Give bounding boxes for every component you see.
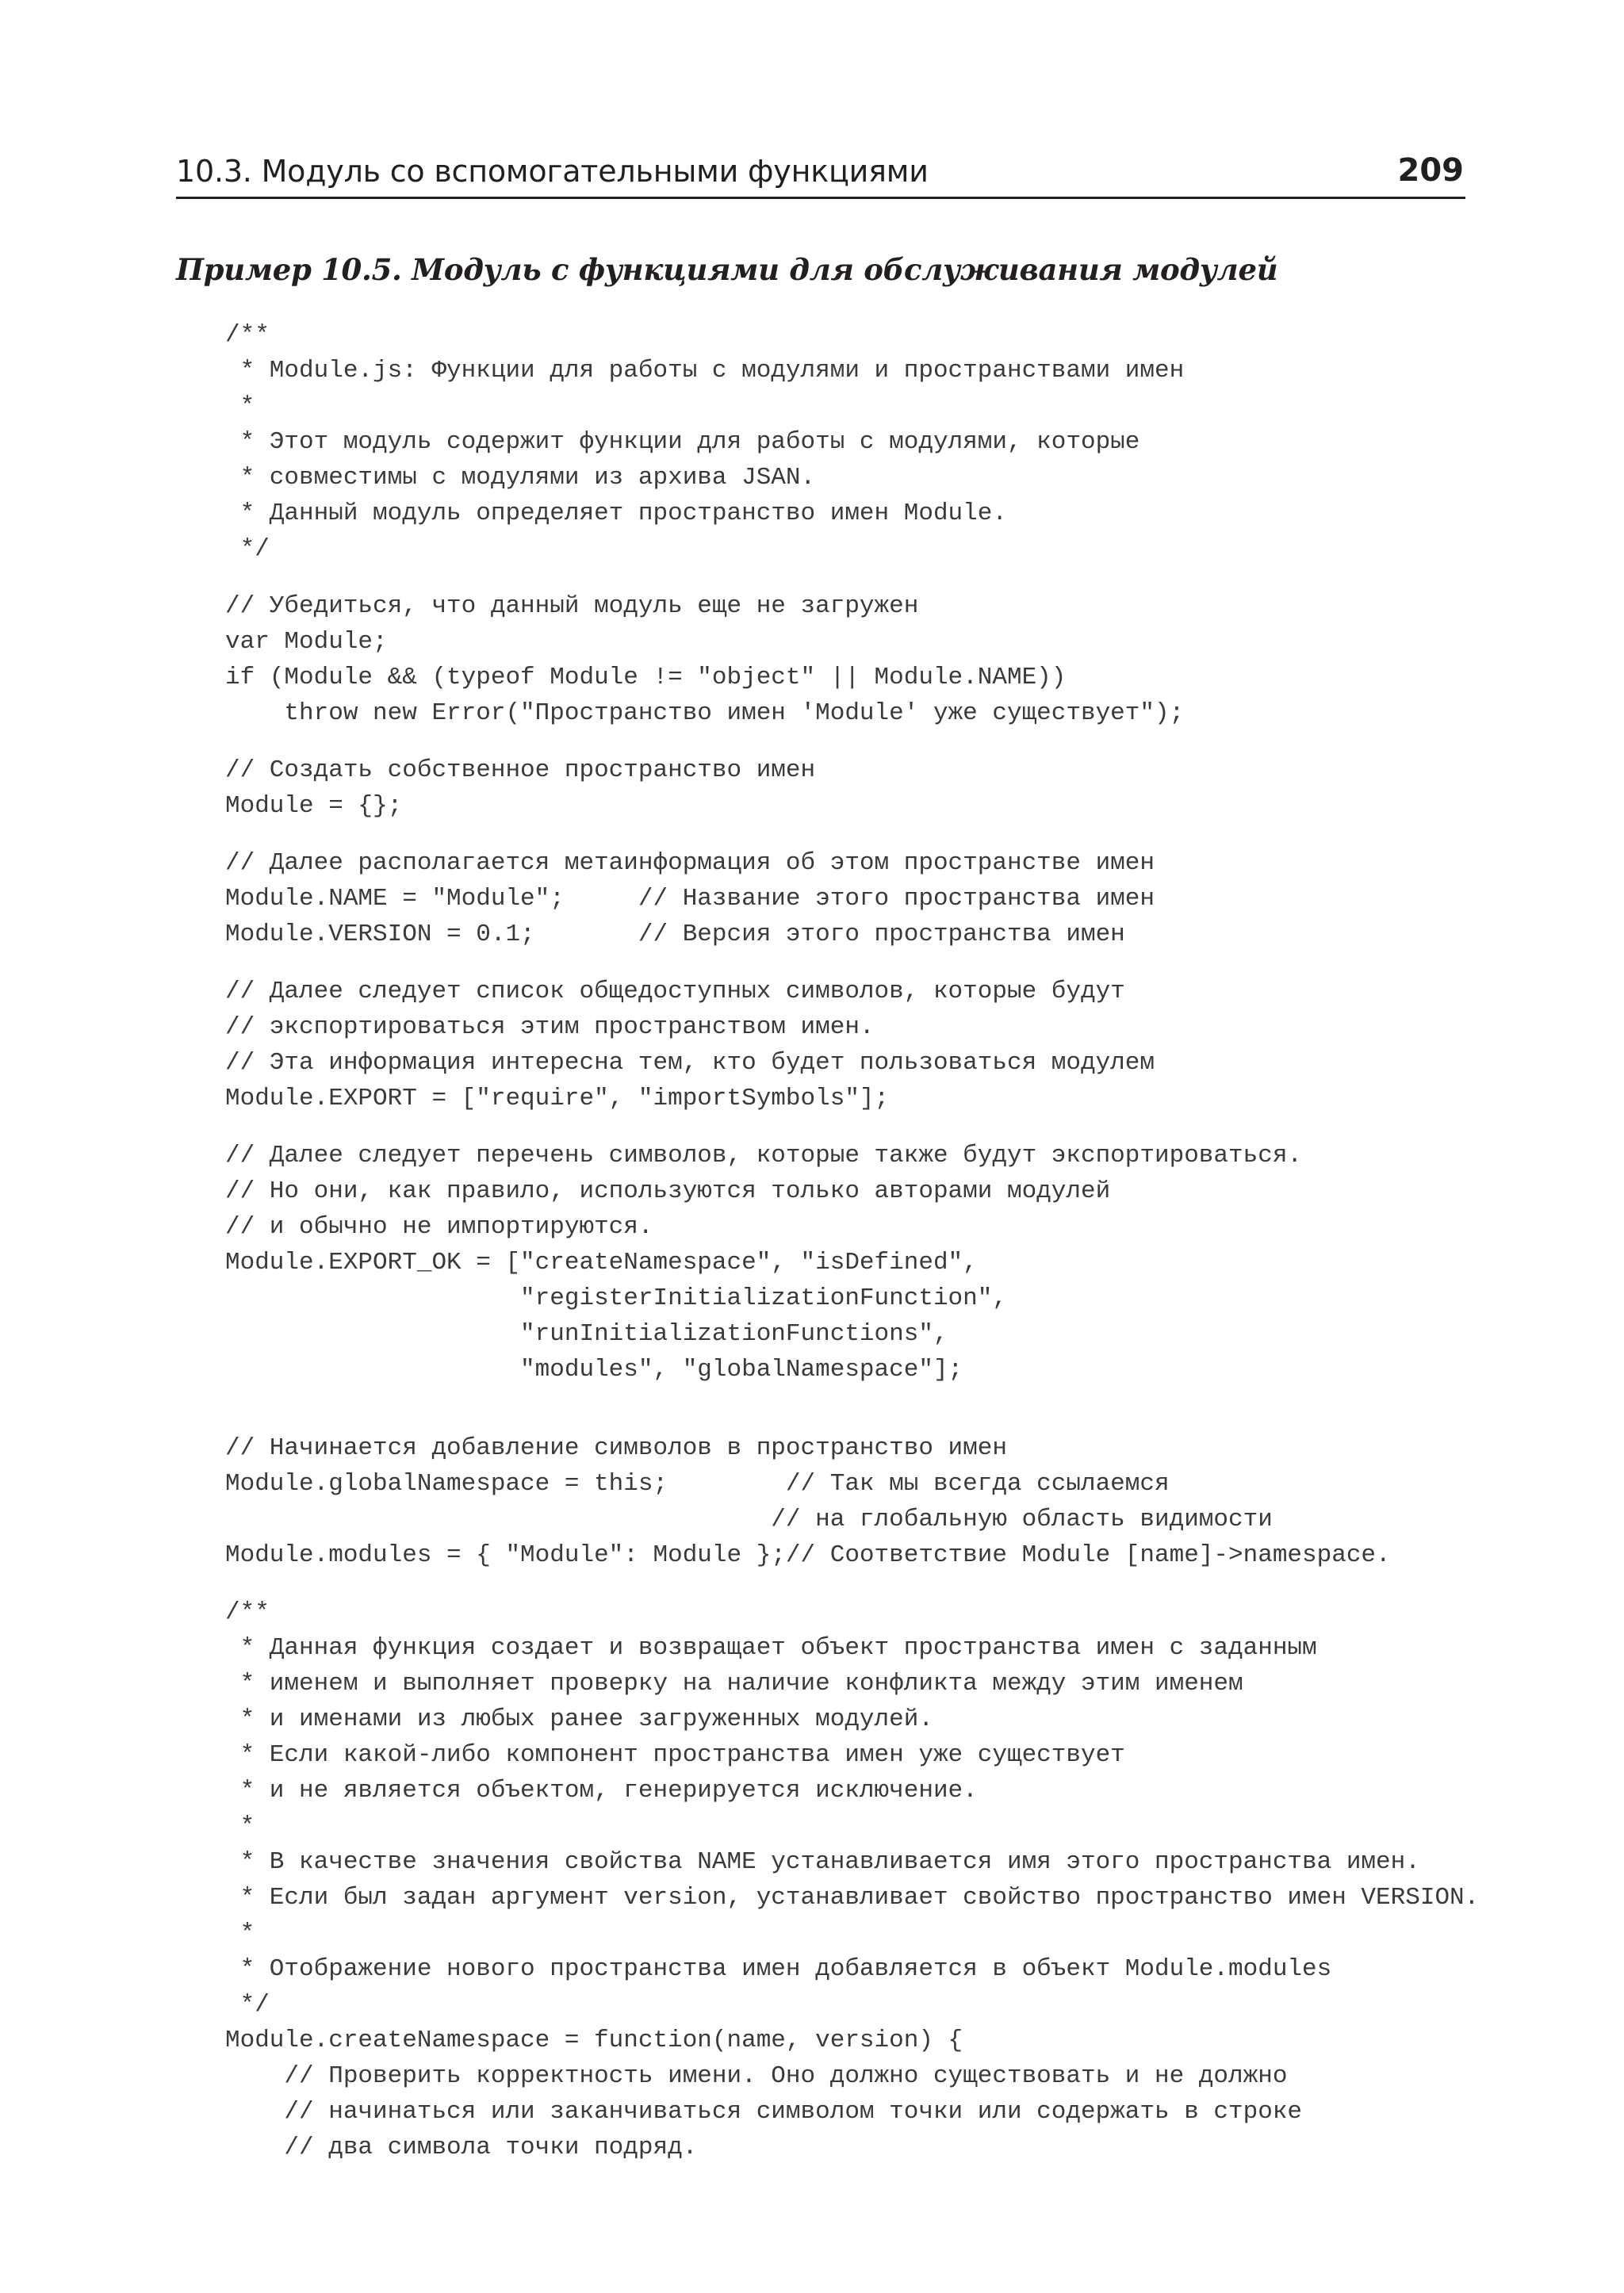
code-line: * Данная функция создает и возвращает объект пространства имен с заданным: [225, 1634, 1317, 1662]
code-line: Module.EXPORT_OK = ["createNamespace", "isDefined",: [225, 1249, 978, 1277]
code-line: // экспортироваться этим пространством имен.: [225, 1013, 875, 1041]
section-title: 10.3. Модуль со вспомогательными функциями: [176, 154, 929, 189]
running-header: [176, 147, 1465, 197]
code-line: * В качестве значения свойства NAME устанавливается имя этого пространства имен.: [225, 1848, 1420, 1876]
code-line: var Module;: [225, 628, 388, 656]
code-line: */: [225, 1991, 270, 2019]
code-line: * Если был задан аргумент version, устанавливает свойство пространство имен VERSION.: [225, 1884, 1480, 1912]
code-line: *: [225, 1920, 255, 1947]
example-caption: Пример 10.5. Модуль с функциями для обслуживания модулей: [176, 252, 1278, 287]
code-line: /**: [225, 321, 270, 349]
code-line: * Module.js: Функции для работы с модулями и пространствами имен: [225, 357, 1185, 385]
code-line: [225, 824, 1462, 845]
code-line: // Далее следует список общедоступных символов, которые будут: [225, 978, 1125, 1005]
code-line: // Создать собственное пространство имен: [225, 756, 816, 784]
code-line: * Данный модуль определяет пространство имен Module.: [225, 500, 1007, 527]
code-line: throw new Error("Пространство имен 'Module' уже существует");: [225, 699, 1185, 727]
page-number: 209: [1397, 152, 1464, 189]
code-line: [225, 1573, 1462, 1594]
code-line: // Убедиться, что данный модуль еще не загружен: [225, 592, 919, 620]
code-line: Module.VERSION = 0.1; // Версия этого пространства имен: [225, 921, 1125, 948]
code-line: Module.modules = { "Module": Module };// Соответствие Module [name]->namespace.: [225, 1541, 1391, 1569]
code-line: // Начинается добавление символов в пространство имен: [225, 1434, 1007, 1462]
code-line: [225, 952, 1462, 974]
code-line: // на глобальную область видимости: [225, 1506, 1273, 1533]
code-line: [225, 567, 1462, 588]
code-line: * именем и выполняет проверку на наличие конфликта между этим именем: [225, 1670, 1243, 1698]
code-line: Module.NAME = "Module"; // Название этого пространства имен: [225, 885, 1155, 913]
code-line: // и обычно не импортируются.: [225, 1213, 653, 1241]
header-rule: [176, 197, 1465, 199]
code-line: [225, 1409, 1462, 1430]
code-line: Module.createNamespace = function(name, version) {: [225, 2027, 963, 2054]
code-line: "runInitializationFunctions",: [225, 1320, 948, 1348]
code-line: [225, 731, 1462, 752]
code-line: "registerInitializationFunction",: [225, 1284, 1007, 1312]
code-line: // Эта информация интересна тем, кто будет пользоваться модулем: [225, 1049, 1155, 1077]
code-line: [225, 1388, 1462, 1409]
code-line: // два символа точки подряд.: [225, 2134, 698, 2161]
code-line: // начинаться или заканчиваться символом точки или содержать в строке: [225, 2098, 1303, 2126]
code-line: // Далее располагается метаинформация об этом пространстве имен: [225, 849, 1155, 877]
code-line: /**: [225, 1598, 270, 1626]
code-line: * Отображение нового пространства имен добавляется в объект Module.modules: [225, 1955, 1332, 1983]
code-line: "modules", "globalNamespace"];: [225, 1356, 963, 1384]
code-line: Module.EXPORT = ["require", "importSymbols"];: [225, 1085, 890, 1112]
code-line: Module.globalNamespace = this; // Так мы всегда ссылаемся: [225, 1470, 1170, 1498]
code-line: * и именами из любых ранее загруженных модулей.: [225, 1705, 933, 1733]
code-line: * совместимы с модулями из архива JSAN.: [225, 464, 816, 492]
code-line: [225, 1116, 1462, 1138]
code-line: if (Module && (typeof Module != "object" || Module.NAME)): [225, 664, 1067, 691]
code-line: // Проверить корректность имени. Оно должно существовать и не должно: [225, 2062, 1288, 2090]
code-line: * Если какой-либо компонент пространства имен уже существует: [225, 1741, 1125, 1769]
code-line: * и не является объектом, генерируется исключение.: [225, 1777, 978, 1805]
code-line: *: [225, 392, 255, 420]
code-line: Module = {};: [225, 792, 403, 820]
code-line: // Далее следует перечень символов, которые также будут экспортироваться.: [225, 1142, 1303, 1169]
code-listing: [225, 317, 1480, 2165]
code-line: *: [225, 1813, 255, 1840]
code-line: */: [225, 535, 270, 563]
code-line: // Но они, как правило, используются только авторами модулей: [225, 1177, 1111, 1205]
code-line: * Этот модуль содержит функции для работы с модулями, которые: [225, 428, 1140, 456]
